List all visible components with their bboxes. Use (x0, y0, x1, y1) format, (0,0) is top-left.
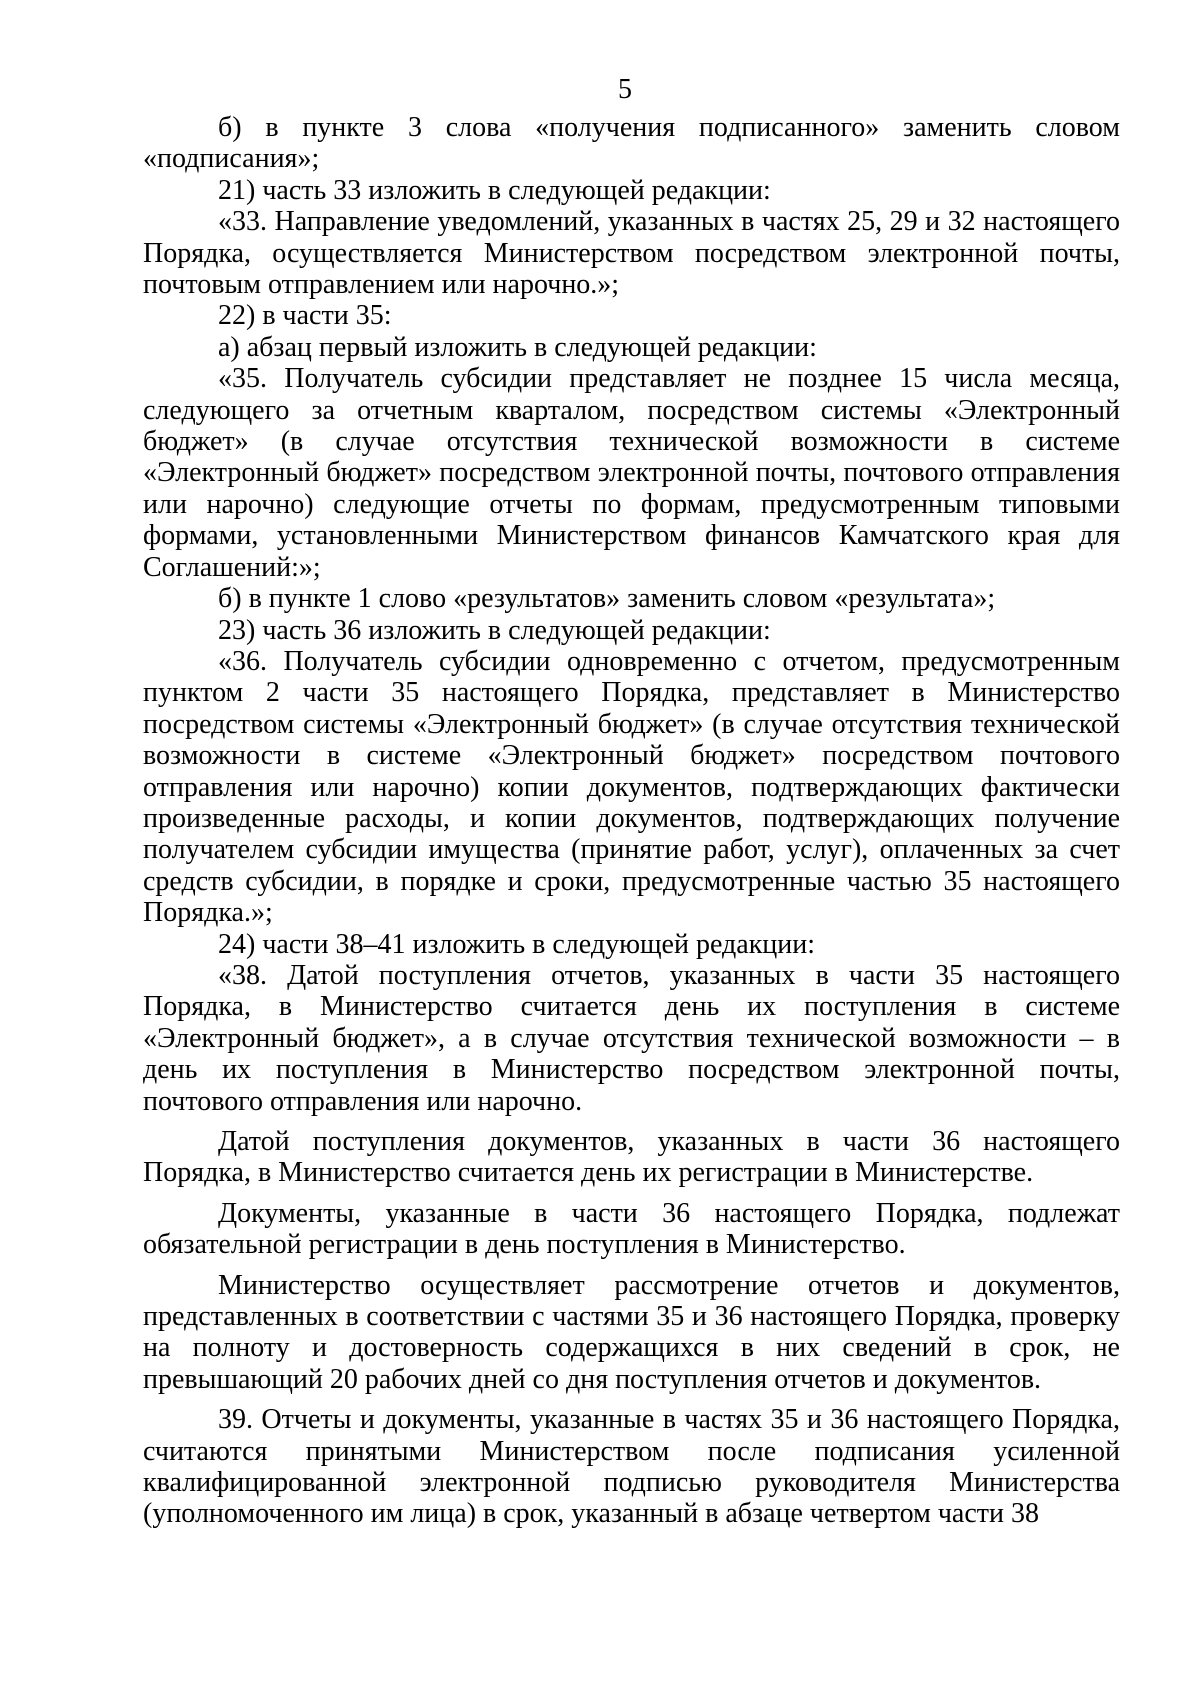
paragraph: 39. Отчеты и документы, указанные в частях 35 и 36 настоящего Порядка, считаются принятыми Министерством после подписания усиленной квалифицированной электронной подписью руководителя Министерства (уполномоченного им лица) в срок, указанный в абзаце четвертом части 38 (143, 1404, 1120, 1530)
page-number: 5 (618, 74, 632, 105)
document-body (143, 112, 1120, 1530)
paragraph: а) абзац первый изложить в следующей редакции: (218, 331, 817, 363)
paragraph: Документы, указанные в части 36 настоящего Порядка, подлежат обязательной регистрации в день поступления в Министерство. (143, 1197, 1120, 1261)
paragraph: 22) в части 35: (218, 300, 392, 332)
paragraph: б) в пункте 3 слова «получения подписанного» заменить словом «подписания»; (143, 112, 1120, 175)
paragraph: «33. Направление уведомлений, указанных в частях 25, 29 и 32 настоящего Порядка, осуществляется Министерством посредством электронной почты, почтовым отправлением или нарочно.»; (143, 206, 1120, 301)
paragraph: б) в пункте 1 слово «результатов» заменить словом «результата»; (218, 583, 996, 615)
paragraph: «36. Получатель субсидии одновременно с отчетом, предусмотренным пунктом 2 части 35 настоящего Порядка, представляет в Министерство посредством системы «Электронный бюджет» (в случае отсутствия технической возможности в системе «Электронный бюджет» посредством почтового отправления или нарочно) копии документов, подтверждающих фактически произведенные расходы, и копии документов, подтверждающих получение получателем субсидии имущества (принятие работ, услуг), оплаченных за счет средств субсидии, в порядке и сроки, предусмотренные частью 35 настоящего Порядка.»; (143, 645, 1120, 929)
paragraph: Министерство осуществляет рассмотрение отчетов и документов, представленных в соответствии с частями 35 и 36 настоящего Порядка, проверку на полноту и достоверность содержащихся в них сведений в срок, не превышающий 20 рабочих дней со дня поступления отчетов и документов. (143, 1269, 1120, 1395)
paragraph: «35. Получатель субсидии представляет не позднее 15 числа месяца, следующего за отчетным кварталом, посредством системы «Электронный бюджет» (в случае отсутствия технической возможности в системе «Электронный бюджет» посредством электронной почты, почтового отправления или нарочно) следующие отчеты по формам, предусмотренным типовыми формами, установленными Министерством финансов Камчатского края для Соглашений:»; (143, 363, 1120, 583)
paragraph: 23) часть 36 изложить в следующей редакции: (218, 614, 771, 646)
paragraph: «38. Датой поступления отчетов, указанных в части 35 настоящего Порядка, в Министерство считается день их поступления в системе «Электронный бюджет», а в случае отсутствия технической возможности – в день их поступления в Министерство посредством электронной почты, почтового отправления или нарочно. (143, 959, 1120, 1117)
paragraph: 24) части 38–41 изложить в следующей редакции: (218, 928, 816, 960)
paragraph: 21) часть 33 изложить в следующей редакции: (218, 174, 771, 206)
paragraph: Датой поступления документов, указанных в части 36 настоящего Порядка, в Министерство считается день их регистрации в Министерстве. (143, 1126, 1120, 1189)
